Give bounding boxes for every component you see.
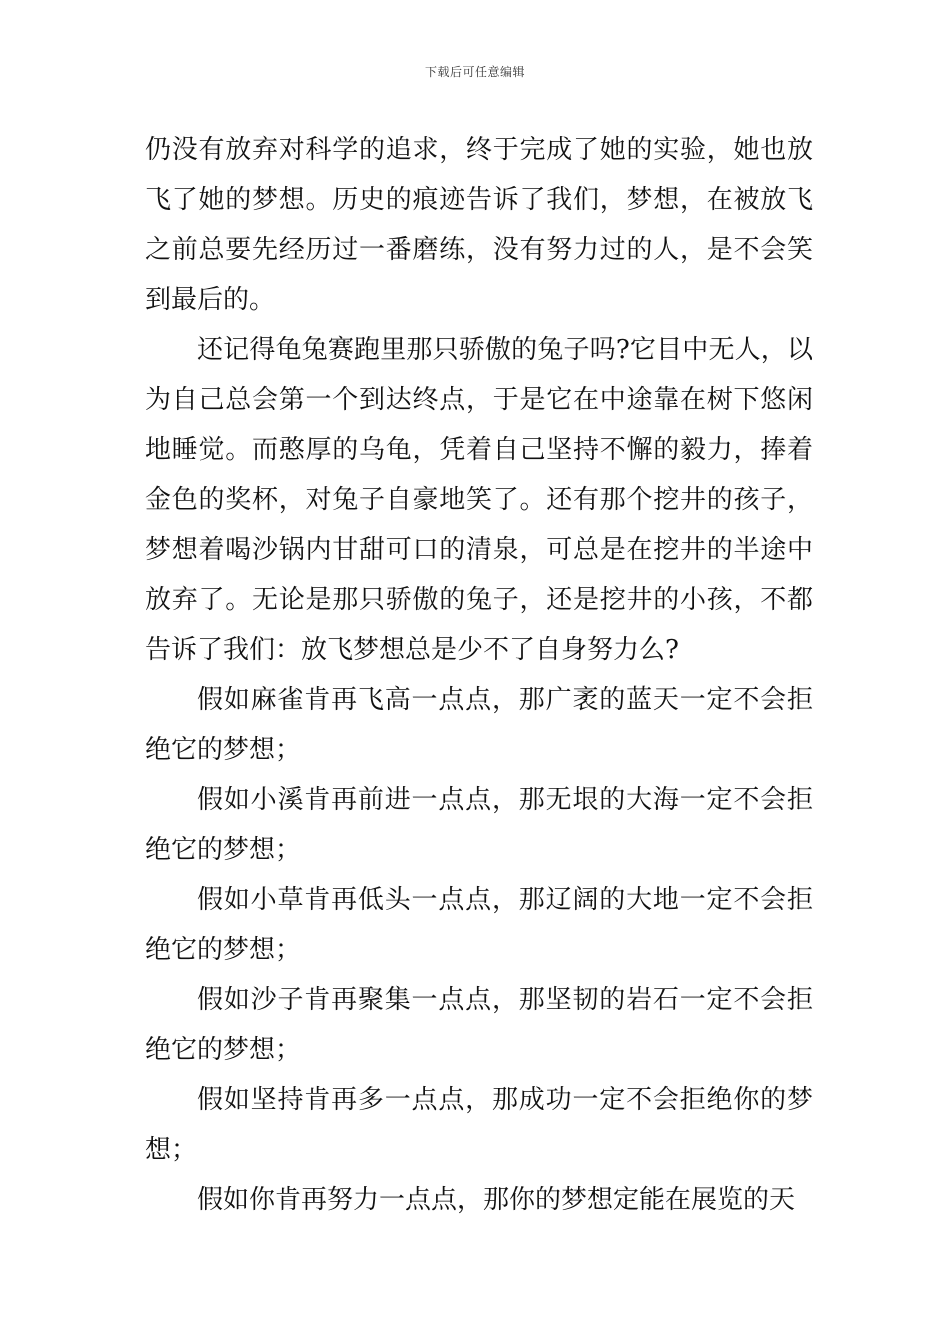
paragraph-1: 仍没有放弃对科学的追求，终于完成了她的实验，她也放飞了她的梦想。历史的痕迹告诉了我们，梦想，在被放飞之前总要先经历过一番磨练，没有努力过的人，是不会笑到最后的。 — [145, 135, 813, 315]
paragraph-7: 假如坚持肯再多一点点，那成功一定不会拒绝你的梦想； — [145, 1085, 813, 1165]
paragraph-5: 假如小草肯再低头一点点，那辽阔的大地一定不会拒绝它的梦想； — [145, 885, 813, 965]
paragraph-2: 还记得龟兔赛跑里那只骄傲的兔子吗?它目中无人，以为自己总会第一个到达终点，于是它在中途靠在树下悠闲地睡觉。而憨厚的乌龟，凭着自己坚持不懈的毅力，捧着金色的奖杯，对兔子自豪地笑了。还有那个挖井的孩子，梦想着喝沙锅内甘甜可口的清泉，可总是在挖井的半途中放弃了。无论是那只骄傲的兔子，还是挖井的小孩，不都告诉了我们：放飞梦想总是少不了自身努力么? — [145, 335, 813, 665]
paragraph-6: 假如沙子肯再聚集一点点，那坚韧的岩石一定不会拒绝它的梦想； — [145, 985, 813, 1065]
page-header: 下载后可任意编辑 — [424, 65, 525, 79]
paragraph-4: 假如小溪肯再前进一点点，那无垠的大海一定不会拒绝它的梦想； — [145, 785, 813, 865]
document-body — [145, 125, 813, 1225]
paragraph-3: 假如麻雀肯再飞高一点点，那广袤的蓝天一定不会拒绝它的梦想； — [145, 685, 813, 765]
paragraph-8: 假如你肯再努力一点点，那你的梦想定能在展览的天 — [197, 1185, 796, 1215]
